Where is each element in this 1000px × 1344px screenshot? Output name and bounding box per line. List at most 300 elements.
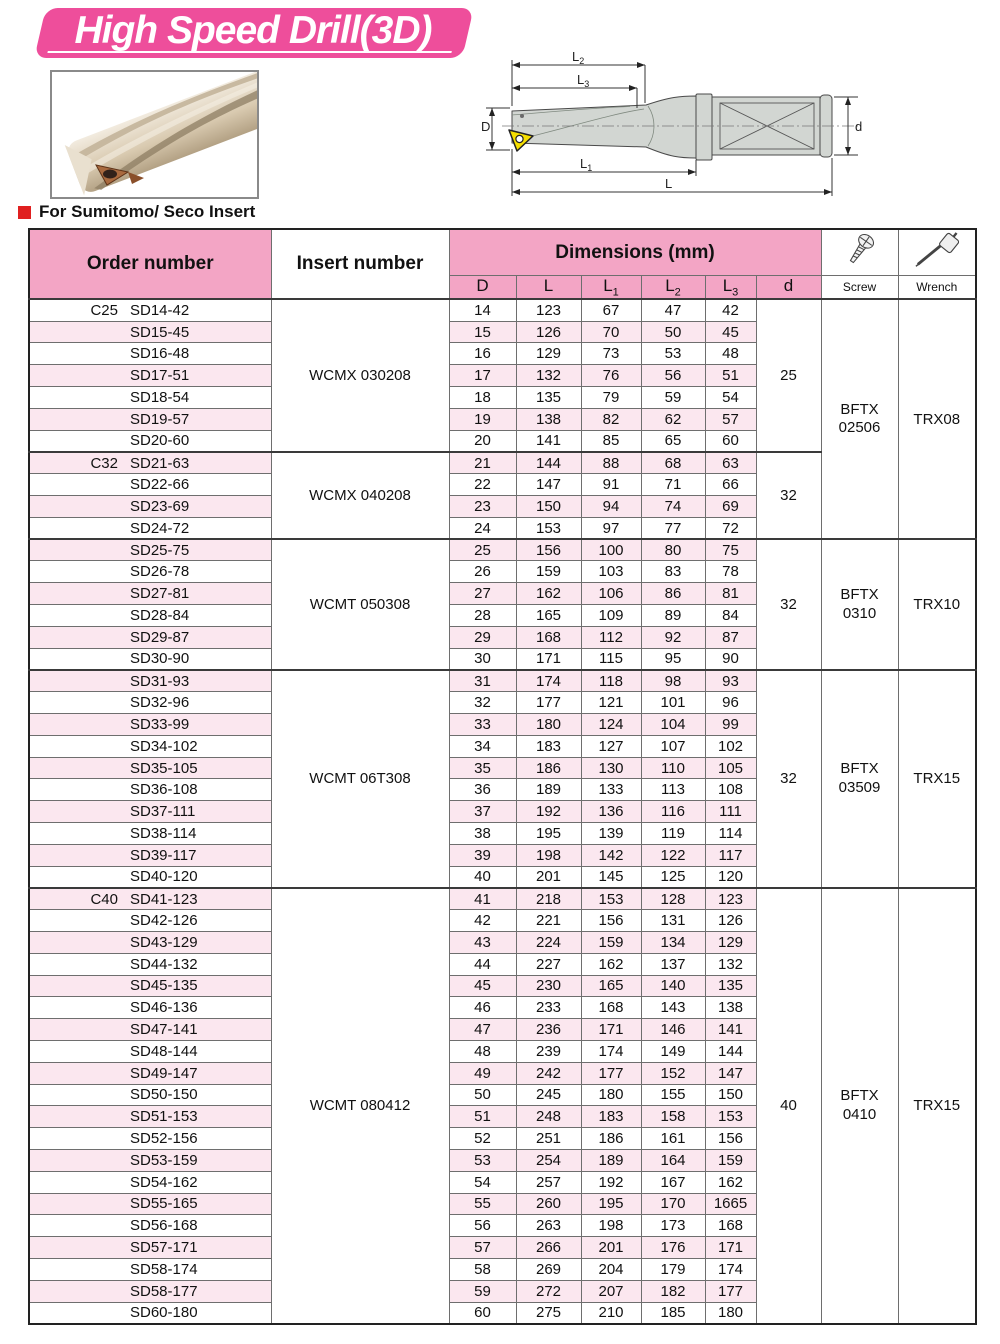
order-number: SD44-132 bbox=[130, 955, 198, 973]
dim-L1-cell: 103 bbox=[581, 561, 641, 583]
dim-L1-cell: 153 bbox=[581, 888, 641, 910]
order-number-cell bbox=[29, 1019, 271, 1041]
order-number: SD37-111 bbox=[130, 803, 196, 821]
dim-L2-cell: 110 bbox=[641, 757, 705, 779]
dim-L1-cell: 156 bbox=[581, 910, 641, 932]
dim-L1-cell: 91 bbox=[581, 474, 641, 496]
order-number: SD43-129 bbox=[130, 933, 198, 951]
dim-D-cell: 56 bbox=[449, 1215, 516, 1237]
insert-number-cell: WCMT 06T308 bbox=[271, 670, 449, 888]
dim-L2-cell: 107 bbox=[641, 735, 705, 757]
order-number-cell bbox=[29, 844, 271, 866]
spec-table bbox=[28, 228, 977, 1325]
dim-D-cell: 54 bbox=[449, 1171, 516, 1193]
dim-L2-cell: 131 bbox=[641, 910, 705, 932]
dim-L1-cell: 165 bbox=[581, 975, 641, 997]
dim-L-cell: 141 bbox=[516, 430, 581, 452]
dim-L-cell: 138 bbox=[516, 408, 581, 430]
screw-cell: BFTX 02506 bbox=[821, 299, 898, 539]
dim-L3-cell: 102 bbox=[705, 735, 756, 757]
dim-L2-cell: 170 bbox=[641, 1193, 705, 1215]
order-number: SD58-177 bbox=[130, 1282, 198, 1300]
dim-L3-cell: 138 bbox=[705, 997, 756, 1019]
dim-D-cell: 55 bbox=[449, 1193, 516, 1215]
order-number-cell bbox=[29, 605, 271, 627]
col-header-L: L bbox=[516, 276, 581, 300]
order-number: SD55-165 bbox=[130, 1195, 198, 1213]
dim-label-L: L bbox=[665, 176, 673, 191]
order-number-cell bbox=[29, 583, 271, 605]
dim-L-cell: 251 bbox=[516, 1128, 581, 1150]
order-number-cell bbox=[29, 1258, 271, 1280]
order-number: SD18-54 bbox=[130, 388, 190, 406]
dim-L1-cell: 115 bbox=[581, 648, 641, 670]
dim-L1-cell: 133 bbox=[581, 779, 641, 801]
dim-D-cell: 31 bbox=[449, 670, 516, 692]
dim-L1-cell: 189 bbox=[581, 1149, 641, 1171]
dim-L2-cell: 137 bbox=[641, 953, 705, 975]
dim-L-cell: 257 bbox=[516, 1171, 581, 1193]
order-number: SD41-123 bbox=[130, 890, 198, 908]
series-prefix: C32 bbox=[90, 454, 118, 472]
dim-L1-cell: 79 bbox=[581, 387, 641, 409]
order-number-cell bbox=[29, 430, 271, 452]
order-number: SD31-93 bbox=[130, 672, 190, 690]
order-number-cell bbox=[29, 779, 271, 801]
dim-L3-cell: 144 bbox=[705, 1040, 756, 1062]
screw-cell: BFTX 0410 bbox=[821, 888, 898, 1324]
order-number: SD33-99 bbox=[130, 715, 190, 733]
dim-L2-cell: 143 bbox=[641, 997, 705, 1019]
order-number: SD49-147 bbox=[130, 1064, 198, 1082]
col-header-screw: Screw bbox=[821, 276, 898, 300]
dim-L-cell: 153 bbox=[516, 517, 581, 539]
dim-D-cell: 24 bbox=[449, 517, 516, 539]
dim-L3-cell: 147 bbox=[705, 1062, 756, 1084]
dim-D-cell: 40 bbox=[449, 866, 516, 888]
order-number-cell bbox=[29, 1237, 271, 1259]
dim-L1-cell: 130 bbox=[581, 757, 641, 779]
section-label bbox=[18, 202, 255, 222]
order-number-cell bbox=[29, 910, 271, 932]
dim-L3-cell: 168 bbox=[705, 1215, 756, 1237]
dim-L-cell: 135 bbox=[516, 387, 581, 409]
order-number-cell bbox=[29, 452, 271, 474]
dim-D-cell: 42 bbox=[449, 910, 516, 932]
dim-D-cell: 20 bbox=[449, 430, 516, 452]
dim-L2-cell: 134 bbox=[641, 932, 705, 954]
dim-L3-cell: 177 bbox=[705, 1280, 756, 1302]
col-header-wrench: Wrench bbox=[898, 276, 976, 300]
dim-D-cell: 14 bbox=[449, 299, 516, 321]
order-number-cell bbox=[29, 823, 271, 845]
dim-label-L1: $L_1$ bbox=[580, 156, 593, 173]
order-number: SD14-42 bbox=[130, 302, 190, 320]
dim-L-cell: 248 bbox=[516, 1106, 581, 1128]
col-header-L2: $L_2$ bbox=[641, 276, 705, 300]
dim-L1-cell: 159 bbox=[581, 932, 641, 954]
dim-D-cell: 46 bbox=[449, 997, 516, 1019]
dim-L-cell: 263 bbox=[516, 1215, 581, 1237]
dim-L2-cell: 140 bbox=[641, 975, 705, 997]
dim-D-cell: 44 bbox=[449, 953, 516, 975]
order-number-cell bbox=[29, 517, 271, 539]
order-number-cell bbox=[29, 1302, 271, 1324]
dim-L2-cell: 56 bbox=[641, 365, 705, 387]
dimension-diagram bbox=[480, 52, 1000, 204]
dim-D-cell: 21 bbox=[449, 452, 516, 474]
order-number: SD38-114 bbox=[130, 824, 197, 842]
dim-L3-cell: 90 bbox=[705, 648, 756, 670]
dim-D-cell: 32 bbox=[449, 692, 516, 714]
dim-L2-cell: 65 bbox=[641, 430, 705, 452]
dim-D-cell: 25 bbox=[449, 539, 516, 561]
shank-diameter-cell: 32 bbox=[756, 670, 821, 888]
dim-L2-cell: 83 bbox=[641, 561, 705, 583]
dim-L1-cell: 73 bbox=[581, 343, 641, 365]
dim-L-cell: 227 bbox=[516, 953, 581, 975]
dim-L3-cell: 60 bbox=[705, 430, 756, 452]
order-number: SD26-78 bbox=[130, 563, 190, 581]
dim-L3-cell: 162 bbox=[705, 1171, 756, 1193]
dim-L3-cell: 150 bbox=[705, 1084, 756, 1106]
dim-D-cell: 39 bbox=[449, 844, 516, 866]
order-number-cell bbox=[29, 975, 271, 997]
screw-cell: BFTX 03509 bbox=[821, 670, 898, 888]
dim-L3-cell: 69 bbox=[705, 496, 756, 518]
dim-L-cell: 129 bbox=[516, 343, 581, 365]
dim-L1-cell: 201 bbox=[581, 1237, 641, 1259]
dim-D-cell: 59 bbox=[449, 1280, 516, 1302]
spec-row bbox=[29, 539, 976, 561]
dim-L-cell: 180 bbox=[516, 714, 581, 736]
dim-L3-cell: 93 bbox=[705, 670, 756, 692]
dim-L3-cell: 72 bbox=[705, 517, 756, 539]
dim-L-cell: 236 bbox=[516, 1019, 581, 1041]
order-number: SD48-144 bbox=[130, 1042, 198, 1060]
col-header-L3: $L_3$ bbox=[705, 276, 756, 300]
dim-L1-cell: 142 bbox=[581, 844, 641, 866]
order-number-cell bbox=[29, 735, 271, 757]
dim-L2-cell: 104 bbox=[641, 714, 705, 736]
dim-L-cell: 126 bbox=[516, 321, 581, 343]
dim-D-cell: 52 bbox=[449, 1128, 516, 1150]
dim-L-cell: 192 bbox=[516, 801, 581, 823]
dim-L-cell: 147 bbox=[516, 474, 581, 496]
dim-L2-cell: 68 bbox=[641, 452, 705, 474]
screw-cell: BFTX 0310 bbox=[821, 539, 898, 670]
dim-L1-cell: 82 bbox=[581, 408, 641, 430]
dim-L3-cell: 159 bbox=[705, 1149, 756, 1171]
order-number-cell bbox=[29, 1084, 271, 1106]
dim-L3-cell: 129 bbox=[705, 932, 756, 954]
order-number-cell bbox=[29, 1171, 271, 1193]
order-number-cell bbox=[29, 1280, 271, 1302]
dim-L-cell: 189 bbox=[516, 779, 581, 801]
dim-label-L3: $L_3$ bbox=[577, 72, 590, 89]
dim-L1-cell: 124 bbox=[581, 714, 641, 736]
dim-L-cell: 123 bbox=[516, 299, 581, 321]
shank-diameter-cell: 32 bbox=[756, 539, 821, 670]
dim-L-cell: 159 bbox=[516, 561, 581, 583]
order-number-cell bbox=[29, 561, 271, 583]
spec-row bbox=[29, 299, 976, 321]
shank-diameter-cell: 32 bbox=[756, 452, 821, 539]
insert-number-cell: WCMT 050308 bbox=[271, 539, 449, 670]
order-number: SD19-57 bbox=[130, 410, 190, 428]
insert-number-header: Insert number bbox=[271, 229, 449, 299]
dim-L1-cell: 139 bbox=[581, 823, 641, 845]
dim-L3-cell: 153 bbox=[705, 1106, 756, 1128]
product-photo bbox=[50, 70, 259, 199]
dim-L-cell: 260 bbox=[516, 1193, 581, 1215]
spec-table-body bbox=[29, 299, 976, 1323]
order-number: SD47-141 bbox=[130, 1021, 198, 1039]
dim-L1-cell: 171 bbox=[581, 1019, 641, 1041]
red-square-bullet bbox=[18, 206, 31, 219]
dim-L-cell: 195 bbox=[516, 823, 581, 845]
dim-D-cell: 28 bbox=[449, 605, 516, 627]
dim-D-cell: 53 bbox=[449, 1149, 516, 1171]
dim-D-cell: 29 bbox=[449, 626, 516, 648]
dim-L2-cell: 164 bbox=[641, 1149, 705, 1171]
order-number: SD30-90 bbox=[130, 650, 190, 668]
order-number-cell bbox=[29, 757, 271, 779]
dim-L1-cell: 121 bbox=[581, 692, 641, 714]
dim-L2-cell: 125 bbox=[641, 866, 705, 888]
order-number: SD16-48 bbox=[130, 345, 190, 363]
dim-L1-cell: 97 bbox=[581, 517, 641, 539]
dim-L2-cell: 53 bbox=[641, 343, 705, 365]
dim-L3-cell: 81 bbox=[705, 583, 756, 605]
order-number-cell bbox=[29, 365, 271, 387]
dim-L2-cell: 155 bbox=[641, 1084, 705, 1106]
dim-L3-cell: 156 bbox=[705, 1128, 756, 1150]
order-number: SD22-66 bbox=[130, 476, 190, 494]
col-header-L1: $L_1$ bbox=[581, 276, 641, 300]
dim-L3-cell: 141 bbox=[705, 1019, 756, 1041]
dim-L1-cell: 127 bbox=[581, 735, 641, 757]
order-number: SD45-135 bbox=[130, 977, 198, 995]
dim-D-cell: 37 bbox=[449, 801, 516, 823]
dim-D-cell: 41 bbox=[449, 888, 516, 910]
order-number: SD27-81 bbox=[130, 585, 190, 603]
dimensions-header: Dimensions (mm) bbox=[449, 229, 821, 276]
dim-L1-cell: 180 bbox=[581, 1084, 641, 1106]
order-number-cell bbox=[29, 387, 271, 409]
dim-L3-cell: 132 bbox=[705, 953, 756, 975]
dim-L-cell: 177 bbox=[516, 692, 581, 714]
order-number-cell bbox=[29, 1106, 271, 1128]
dim-L2-cell: 50 bbox=[641, 321, 705, 343]
dim-L-cell: 254 bbox=[516, 1149, 581, 1171]
wrench-header-cell bbox=[898, 229, 976, 276]
dim-D-cell: 22 bbox=[449, 474, 516, 496]
order-number-cell bbox=[29, 1128, 271, 1150]
dim-L1-cell: 145 bbox=[581, 866, 641, 888]
order-number-cell bbox=[29, 1215, 271, 1237]
dim-D-cell: 34 bbox=[449, 735, 516, 757]
dim-L3-cell: 174 bbox=[705, 1258, 756, 1280]
dim-L3-cell: 75 bbox=[705, 539, 756, 561]
dim-L2-cell: 146 bbox=[641, 1019, 705, 1041]
order-number: SD46-136 bbox=[130, 999, 198, 1017]
dim-L3-cell: 63 bbox=[705, 452, 756, 474]
order-number-cell bbox=[29, 866, 271, 888]
order-number-cell bbox=[29, 801, 271, 823]
dim-L1-cell: 112 bbox=[581, 626, 641, 648]
col-header-D: D bbox=[449, 276, 516, 300]
dim-L2-cell: 86 bbox=[641, 583, 705, 605]
spec-table-container bbox=[28, 228, 977, 1325]
dim-L1-cell: 136 bbox=[581, 801, 641, 823]
dim-L2-cell: 161 bbox=[641, 1128, 705, 1150]
dim-L2-cell: 71 bbox=[641, 474, 705, 496]
order-number-cell bbox=[29, 648, 271, 670]
dim-L3-cell: 48 bbox=[705, 343, 756, 365]
dim-L2-cell: 122 bbox=[641, 844, 705, 866]
dim-L1-cell: 177 bbox=[581, 1062, 641, 1084]
order-number: SD23-69 bbox=[130, 497, 190, 515]
dim-L1-cell: 207 bbox=[581, 1280, 641, 1302]
order-number-cell bbox=[29, 714, 271, 736]
dim-D-cell: 36 bbox=[449, 779, 516, 801]
dim-L-cell: 245 bbox=[516, 1084, 581, 1106]
dim-L-cell: 156 bbox=[516, 539, 581, 561]
dim-D-cell: 57 bbox=[449, 1237, 516, 1259]
dim-D-cell: 27 bbox=[449, 583, 516, 605]
dim-D-cell: 51 bbox=[449, 1106, 516, 1128]
order-number-cell bbox=[29, 1062, 271, 1084]
dim-L2-cell: 116 bbox=[641, 801, 705, 823]
dim-L-cell: 186 bbox=[516, 757, 581, 779]
dim-L2-cell: 179 bbox=[641, 1258, 705, 1280]
order-number: SD40-120 bbox=[130, 868, 198, 886]
shank-diameter-cell: 25 bbox=[756, 299, 821, 452]
order-number-cell bbox=[29, 474, 271, 496]
drill-dimension-drawing bbox=[480, 52, 1000, 204]
order-number: SD17-51 bbox=[130, 367, 190, 385]
dim-L2-cell: 59 bbox=[641, 387, 705, 409]
order-number: SD58-174 bbox=[130, 1260, 198, 1278]
order-number-cell bbox=[29, 496, 271, 518]
dim-L1-cell: 162 bbox=[581, 953, 641, 975]
wrench-cell: TRX15 bbox=[898, 670, 976, 888]
dim-label-d: d bbox=[855, 119, 863, 134]
order-number-cell bbox=[29, 1149, 271, 1171]
insert-number-cell: WCMX 030208 bbox=[271, 299, 449, 452]
insert-number-cell: WCMT 080412 bbox=[271, 888, 449, 1324]
dim-L1-cell: 67 bbox=[581, 299, 641, 321]
dim-D-cell: 17 bbox=[449, 365, 516, 387]
dim-D-cell: 60 bbox=[449, 1302, 516, 1324]
dim-L3-cell: 105 bbox=[705, 757, 756, 779]
dim-D-cell: 58 bbox=[449, 1258, 516, 1280]
dim-L-cell: 221 bbox=[516, 910, 581, 932]
dim-D-cell: 38 bbox=[449, 823, 516, 845]
dim-L2-cell: 80 bbox=[641, 539, 705, 561]
series-prefix: C40 bbox=[90, 890, 118, 908]
wrench-cell: TRX08 bbox=[898, 299, 976, 539]
dim-L2-cell: 173 bbox=[641, 1215, 705, 1237]
dim-D-cell: 30 bbox=[449, 648, 516, 670]
dim-D-cell: 15 bbox=[449, 321, 516, 343]
dim-D-cell: 45 bbox=[449, 975, 516, 997]
order-number: SD32-96 bbox=[130, 694, 190, 712]
dim-L-cell: 198 bbox=[516, 844, 581, 866]
dim-D-cell: 16 bbox=[449, 343, 516, 365]
dim-L1-cell: 198 bbox=[581, 1215, 641, 1237]
order-number: SD28-84 bbox=[130, 606, 190, 624]
dim-D-cell: 47 bbox=[449, 1019, 516, 1041]
dim-L3-cell: 111 bbox=[705, 801, 756, 823]
dim-L1-cell: 94 bbox=[581, 496, 641, 518]
dim-L1-cell: 168 bbox=[581, 997, 641, 1019]
series-prefix: C25 bbox=[90, 302, 118, 320]
order-number-cell bbox=[29, 692, 271, 714]
order-number: SD50-150 bbox=[130, 1086, 198, 1104]
order-number: SD29-87 bbox=[130, 628, 190, 646]
dim-D-cell: 49 bbox=[449, 1062, 516, 1084]
dim-L1-cell: 70 bbox=[581, 321, 641, 343]
dim-L-cell: 266 bbox=[516, 1237, 581, 1259]
dim-L-cell: 224 bbox=[516, 932, 581, 954]
dim-L2-cell: 98 bbox=[641, 670, 705, 692]
dim-L2-cell: 77 bbox=[641, 517, 705, 539]
dim-L2-cell: 158 bbox=[641, 1106, 705, 1128]
dim-L-cell: 272 bbox=[516, 1280, 581, 1302]
dim-L3-cell: 99 bbox=[705, 714, 756, 736]
dim-L-cell: 242 bbox=[516, 1062, 581, 1084]
order-number: SD20-60 bbox=[130, 432, 190, 450]
screw-header-cell bbox=[821, 229, 898, 276]
order-number: SD54-162 bbox=[130, 1173, 198, 1191]
dim-L3-cell: 54 bbox=[705, 387, 756, 409]
order-number-cell bbox=[29, 670, 271, 692]
order-number: SD15-45 bbox=[130, 323, 190, 341]
dim-L-cell: 218 bbox=[516, 888, 581, 910]
dim-label-D: D bbox=[481, 119, 491, 134]
dim-L1-cell: 100 bbox=[581, 539, 641, 561]
dim-L1-cell: 118 bbox=[581, 670, 641, 692]
dim-L2-cell: 95 bbox=[641, 648, 705, 670]
drill-photo-illustration bbox=[52, 72, 257, 197]
dim-D-cell: 48 bbox=[449, 1040, 516, 1062]
dim-L3-cell: 117 bbox=[705, 844, 756, 866]
dim-L1-cell: 204 bbox=[581, 1258, 641, 1280]
dim-L-cell: 144 bbox=[516, 452, 581, 474]
order-number-cell bbox=[29, 626, 271, 648]
order-number: SD24-72 bbox=[130, 519, 190, 537]
spec-row bbox=[29, 888, 976, 910]
dim-L3-cell: 120 bbox=[705, 866, 756, 888]
wrench-icon bbox=[914, 232, 960, 268]
order-number-cell bbox=[29, 343, 271, 365]
dim-L3-cell: 42 bbox=[705, 299, 756, 321]
order-number: SD60-180 bbox=[130, 1304, 198, 1322]
dim-L2-cell: 113 bbox=[641, 779, 705, 801]
screw-icon bbox=[845, 230, 875, 270]
dim-L3-cell: 87 bbox=[705, 626, 756, 648]
dim-L2-cell: 152 bbox=[641, 1062, 705, 1084]
dim-L3-cell: 45 bbox=[705, 321, 756, 343]
shank-diameter-cell: 40 bbox=[756, 888, 821, 1324]
dim-L1-cell: 186 bbox=[581, 1128, 641, 1150]
order-number: SD36-108 bbox=[130, 781, 198, 799]
wrench-cell: TRX10 bbox=[898, 539, 976, 670]
order-number: SD51-153 bbox=[130, 1108, 198, 1126]
dim-L1-cell: 85 bbox=[581, 430, 641, 452]
